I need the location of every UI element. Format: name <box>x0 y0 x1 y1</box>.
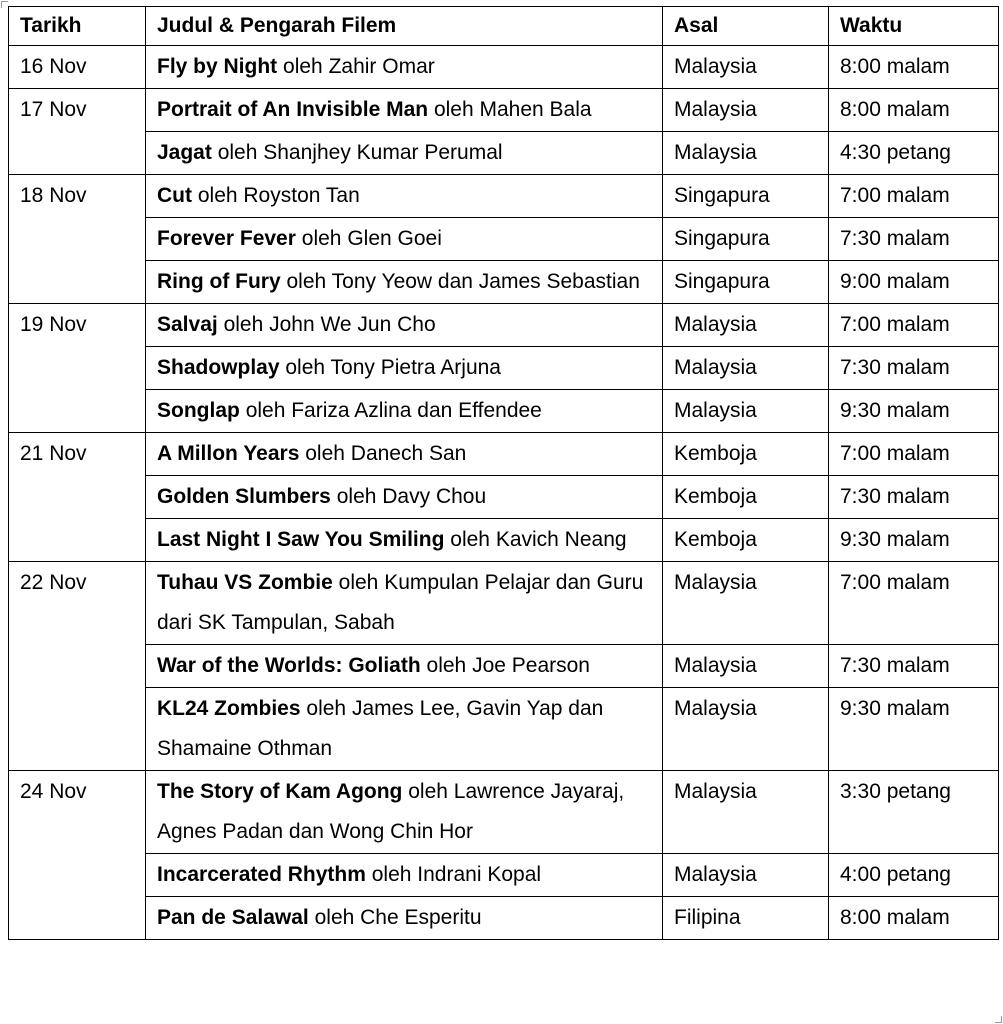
film-director: Joe Pearson <box>472 654 590 677</box>
film-title: The Story of Kam Agong <box>157 780 403 803</box>
title-director-cell <box>146 645 663 688</box>
film-title: Tuhau VS Zombie <box>157 571 333 594</box>
date-cell: 16 Nov <box>9 46 146 89</box>
time-cell: 7:30 malam <box>829 347 999 390</box>
time-cell: 7:30 malam <box>829 645 999 688</box>
film-title: Shadowplay <box>157 356 280 379</box>
table-resize-mark <box>995 1016 1002 1023</box>
director-connector: oleh <box>285 356 326 379</box>
film-title: Jagat <box>157 141 212 164</box>
date-cell: 22 Nov <box>9 562 146 771</box>
director-connector: oleh <box>301 227 342 250</box>
title-director-cell <box>146 476 663 519</box>
time-cell: 7:00 malam <box>829 433 999 476</box>
director-connector: oleh <box>245 399 286 422</box>
time-cell: 7:30 malam <box>829 218 999 261</box>
table-row <box>9 347 999 390</box>
title-director-cell <box>146 519 663 562</box>
film-title: Songlap <box>157 399 240 422</box>
time-cell: 7:00 malam <box>829 304 999 347</box>
table-row <box>9 645 999 688</box>
time-cell: 9:30 malam <box>829 390 999 433</box>
film-title: Last Night I Saw You Smiling <box>157 528 445 551</box>
table-row <box>9 132 999 175</box>
table-row <box>9 519 999 562</box>
origin-cell: Kemboja <box>663 519 829 562</box>
film-director: Indrani Kopal <box>417 863 542 886</box>
time-cell: 7:00 malam <box>829 175 999 218</box>
title-director-cell <box>146 688 663 771</box>
origin-cell: Singapura <box>663 175 829 218</box>
film-director: Zahir Omar <box>328 55 435 78</box>
title-director-cell <box>146 854 663 897</box>
film-director: Fariza Azlina dan Effendee <box>291 399 542 422</box>
director-connector: oleh <box>283 55 323 78</box>
title-director-cell <box>146 132 663 175</box>
table-row <box>9 433 999 476</box>
schedule-body <box>9 46 999 940</box>
title-director-cell <box>146 347 663 390</box>
film-director: Mahen Bala <box>479 98 592 121</box>
film-title: Pan de Salawal <box>157 906 309 929</box>
table-anchor-mark <box>1 1 8 8</box>
time-cell: 4:00 petang <box>829 854 999 897</box>
film-title: Portrait of An Invisible Man <box>157 98 429 121</box>
origin-cell: Kemboja <box>663 433 829 476</box>
origin-cell: Filipina <box>663 897 829 940</box>
table-row <box>9 89 999 132</box>
film-title: A Millon Years <box>157 442 300 465</box>
title-director-cell <box>146 771 663 854</box>
director-connector: oleh <box>338 571 379 594</box>
film-director: Glen Goei <box>347 227 442 250</box>
director-connector: oleh <box>450 528 490 551</box>
table-row <box>9 854 999 897</box>
film-title: Fly by Night <box>157 55 278 78</box>
time-cell: 9:30 malam <box>829 688 999 771</box>
film-director: Tony Pietra Arjuna <box>330 356 501 379</box>
date-cell: 17 Nov <box>9 89 146 175</box>
director-connector: oleh <box>305 442 345 465</box>
origin-cell: Malaysia <box>663 688 829 771</box>
origin-cell: Kemboja <box>663 476 829 519</box>
title-director-cell <box>146 433 663 476</box>
title-director-cell <box>146 897 663 940</box>
director-connector: oleh <box>223 313 264 336</box>
film-title: Ring of Fury <box>157 270 281 293</box>
director-connector: oleh <box>217 141 258 164</box>
title-director-cell <box>146 218 663 261</box>
film-director: Danech San <box>350 442 467 465</box>
time-cell: 9:00 malam <box>829 261 999 304</box>
film-director: Davy Chou <box>382 485 487 508</box>
date-cell: 18 Nov <box>9 175 146 304</box>
table-row <box>9 771 999 854</box>
director-connector: oleh <box>197 184 238 207</box>
title-director-cell <box>146 175 663 218</box>
table-row <box>9 304 999 347</box>
table-row <box>9 562 999 645</box>
origin-cell: Malaysia <box>663 132 829 175</box>
title-director-cell <box>146 304 663 347</box>
header-date: Tarikh <box>9 7 146 46</box>
film-title: War of the Worlds: Goliath <box>157 654 421 677</box>
time-cell: 7:00 malam <box>829 562 999 645</box>
director-connector: oleh <box>286 270 327 293</box>
table-row <box>9 688 999 771</box>
title-director-cell <box>146 89 663 132</box>
title-director-cell <box>146 390 663 433</box>
header-time: Waktu <box>829 7 999 46</box>
table-row <box>9 218 999 261</box>
origin-cell: Malaysia <box>663 771 829 854</box>
film-director: Tony Yeow dan James Sebastian <box>331 270 640 293</box>
table-row <box>9 476 999 519</box>
film-title: Forever Fever <box>157 227 296 250</box>
film-title: Cut <box>157 184 192 207</box>
film-title: Golden Slumbers <box>157 485 331 508</box>
origin-cell: Malaysia <box>663 562 829 645</box>
date-cell: 21 Nov <box>9 433 146 562</box>
date-cell: 19 Nov <box>9 304 146 433</box>
film-title: Incarcerated Rhythm <box>157 863 366 886</box>
film-director: Lawrence Jayaraj, Agnes Padan dan Wong Chin Hor <box>157 780 625 843</box>
film-schedule-table <box>8 6 999 940</box>
title-director-cell <box>146 562 663 645</box>
time-cell: 7:30 malam <box>829 476 999 519</box>
film-director: Che Esperitu <box>360 906 482 929</box>
origin-cell: Malaysia <box>663 854 829 897</box>
film-director: Royston Tan <box>243 184 360 207</box>
film-director: Kavich Neang <box>495 528 627 551</box>
film-director: John We Jun Cho <box>269 313 436 336</box>
time-cell: 4:30 petang <box>829 132 999 175</box>
origin-cell: Malaysia <box>663 89 829 132</box>
director-connector: oleh <box>433 98 474 121</box>
director-connector: oleh <box>306 697 347 720</box>
origin-cell: Malaysia <box>663 390 829 433</box>
table-row <box>9 261 999 304</box>
date-cell: 24 Nov <box>9 771 146 940</box>
table-row <box>9 897 999 940</box>
director-connector: oleh <box>408 780 448 803</box>
time-cell: 8:00 malam <box>829 46 999 89</box>
film-director: James Lee, Gavin Yap dan Shamaine Othman <box>157 697 604 760</box>
origin-cell: Malaysia <box>663 645 829 688</box>
origin-cell: Singapura <box>663 218 829 261</box>
time-cell: 3:30 petang <box>829 771 999 854</box>
origin-cell: Malaysia <box>663 304 829 347</box>
film-title: Salvaj <box>157 313 218 336</box>
director-connector: oleh <box>314 906 355 929</box>
time-cell: 8:00 malam <box>829 89 999 132</box>
origin-cell: Malaysia <box>663 347 829 390</box>
time-cell: 8:00 malam <box>829 897 999 940</box>
header-row <box>9 7 999 46</box>
film-title: KL24 Zombies <box>157 697 301 720</box>
director-connector: oleh <box>371 863 412 886</box>
table-row <box>9 390 999 433</box>
title-director-cell <box>146 46 663 89</box>
table-row <box>9 175 999 218</box>
title-director-cell <box>146 261 663 304</box>
film-director: Kumpulan Pelajar dan Guru dari SK Tampulan, Sabah <box>157 571 644 634</box>
origin-cell: Malaysia <box>663 46 829 89</box>
origin-cell: Singapura <box>663 261 829 304</box>
director-connector: oleh <box>426 654 467 677</box>
header-title: Judul & Pengarah Filem <box>146 7 663 46</box>
film-director: Shanjhey Kumar Perumal <box>263 141 503 164</box>
table-row <box>9 46 999 89</box>
header-origin: Asal <box>663 7 829 46</box>
time-cell: 9:30 malam <box>829 519 999 562</box>
director-connector: oleh <box>336 485 377 508</box>
